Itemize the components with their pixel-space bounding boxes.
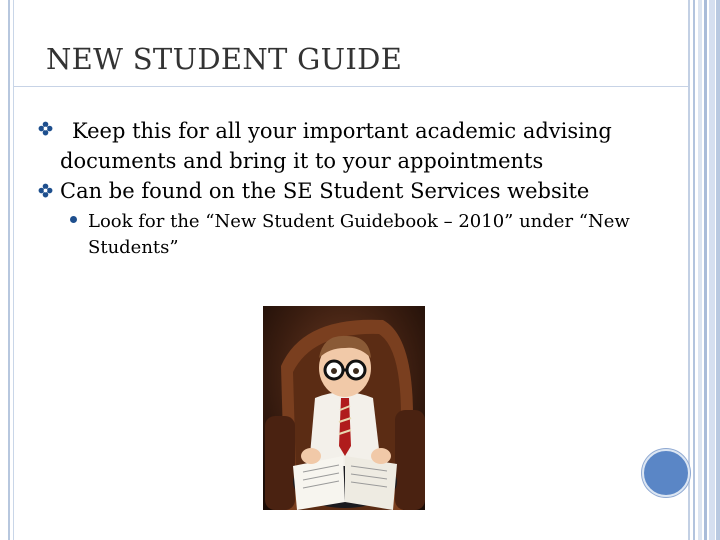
slide-title: NEW STUDENT GUIDE	[46, 42, 403, 76]
sub-bullet-dot-icon	[70, 216, 77, 223]
sub-bullet-item: Look for the “New Student Guidebook – 2010” under “New Students”	[88, 211, 630, 258]
flower-bullet-icon	[38, 121, 53, 136]
decorative-stripe	[716, 0, 720, 540]
decorative-stripe	[698, 0, 702, 540]
bullet-text-line: documents and bring it to your appointments	[60, 149, 544, 173]
slide-frame-left-inner	[13, 0, 14, 540]
slide-frame-left	[8, 0, 10, 540]
bullet-item: Can be found on the SE Student Services website	[60, 179, 590, 203]
decorative-stripe	[709, 0, 715, 540]
flower-bullet-icon	[38, 183, 53, 198]
bullet-text-line: Keep this for all your important academic advising	[72, 119, 612, 143]
decorative-stripe	[704, 0, 707, 540]
decorative-circle	[642, 449, 690, 497]
bullet-item	[60, 116, 670, 176]
photo-boy-reading-book	[263, 306, 425, 510]
decorative-stripe	[688, 0, 690, 540]
decorative-stripe	[693, 0, 695, 540]
title-divider	[14, 86, 688, 87]
photo-illustration	[263, 306, 425, 510]
